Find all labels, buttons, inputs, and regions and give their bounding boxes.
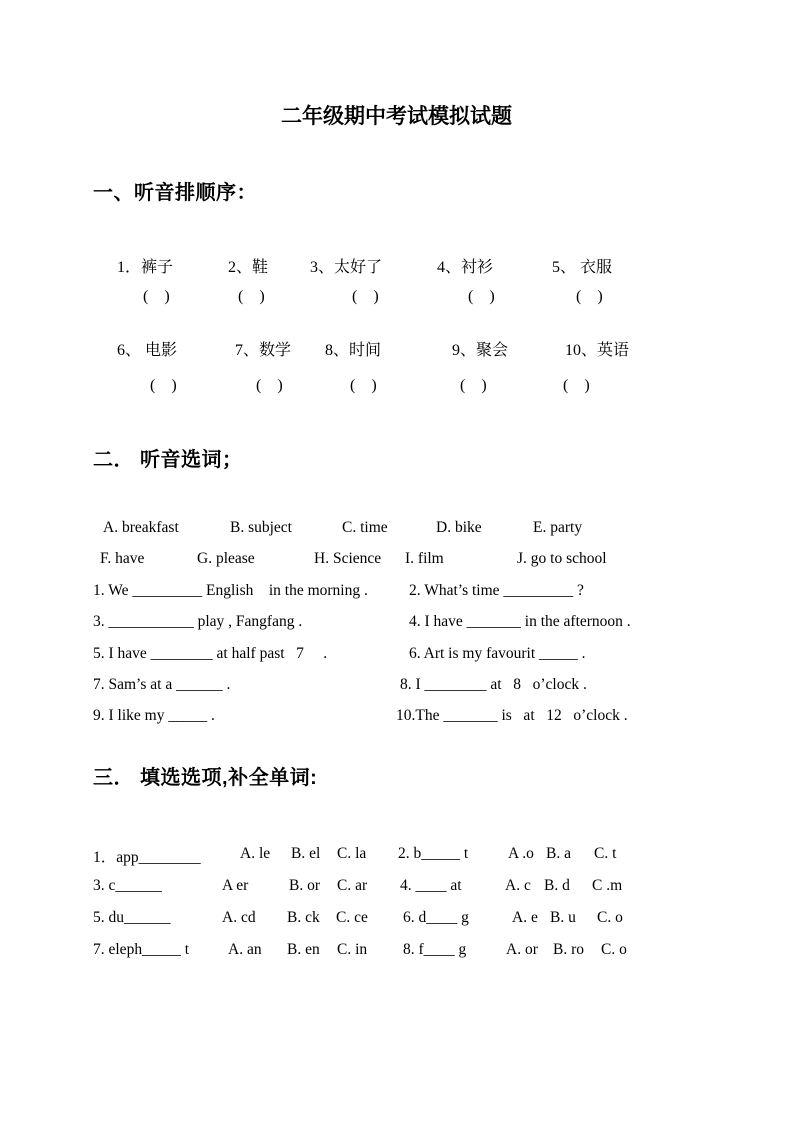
fill-question: 6. Art is my favourit _____ . <box>409 645 586 662</box>
option-item: A. an <box>228 941 262 958</box>
word-bank-item: G. please <box>197 550 255 567</box>
listening-word-item: 2、鞋 <box>228 259 269 276</box>
option-item: A. c <box>505 877 531 894</box>
fill-question: 5. I have ________ at half past 7 . <box>93 645 328 662</box>
fill-question: 1. We _________ English in the morning . <box>93 582 368 599</box>
answer-blank-parens: ( ) <box>468 288 495 305</box>
word-completion-question: 8. f____ g <box>403 941 467 958</box>
option-item: B. en <box>287 941 320 958</box>
listening-word-item: 9、聚会 <box>452 342 509 359</box>
option-item: C. t <box>594 845 617 862</box>
listening-word-item: 7、数学 <box>235 342 292 359</box>
option-item: B. or <box>289 877 320 894</box>
answer-blank-parens: ( ) <box>460 377 487 394</box>
fill-question: 4. I have _______ in the afternoon . <box>409 613 631 630</box>
fill-question: 3. ___________ play , Fangfang . <box>93 613 303 630</box>
answer-blank-parens: ( ) <box>350 377 377 394</box>
option-item: B. el <box>291 845 321 862</box>
listening-word-item: 3、太好了 <box>310 259 383 276</box>
option-item: C .m <box>592 877 623 894</box>
word-completion-question: 6. d____ g <box>403 909 469 926</box>
option-item: C. in <box>337 941 368 958</box>
option-item: C. ar <box>337 877 368 894</box>
word-completion-question: 4. ____ at <box>400 877 462 894</box>
listening-word-item: 10、英语 <box>565 342 630 359</box>
option-item: C. la <box>337 845 367 862</box>
option-item: B. ro <box>553 941 584 958</box>
option-item: B. d <box>544 877 570 894</box>
answer-blank-parens: ( ) <box>576 288 603 305</box>
option-item: A. or <box>506 941 538 958</box>
answer-blank-parens: ( ) <box>143 288 170 305</box>
option-item: C. o <box>601 941 627 958</box>
word-bank-item: F. have <box>100 550 145 567</box>
word-bank-item: H. Science <box>314 550 382 567</box>
word-bank-item: E. party <box>533 519 583 536</box>
word-completion-question: 5. du______ <box>93 909 171 926</box>
answer-blank-parens: ( ) <box>352 288 379 305</box>
word-completion-question: 7. eleph_____ t <box>93 941 189 958</box>
listening-word-item: 8、时间 <box>325 342 382 359</box>
option-item: A. le <box>240 845 271 862</box>
option-item: A. e <box>512 909 538 926</box>
word-bank-item: B. subject <box>230 519 292 536</box>
listening-word-item: 1．裤子 <box>117 259 174 276</box>
answer-blank-parens: ( ) <box>563 377 590 394</box>
section3-heading: 三． 填选选项,补全单词: <box>93 767 318 789</box>
option-item: B. ck <box>287 909 320 926</box>
option-item: A. cd <box>222 909 256 926</box>
section2-heading: 二． 听音选词； <box>93 449 243 471</box>
fill-question: 8. I ________ at 8 o’clock . <box>400 676 587 693</box>
option-item: C. ce <box>336 909 368 926</box>
fill-question: 10.The _______ is at 12 o’clock . <box>396 707 628 724</box>
option-item: B. u <box>550 909 576 926</box>
section1-heading: 一、听音排顺序： <box>93 182 257 204</box>
page-title: 二年级期中考试模拟试题 <box>281 105 512 128</box>
option-item: C. o <box>597 909 623 926</box>
word-bank-item: J. go to school <box>517 550 607 567</box>
word-bank-item: D. bike <box>436 519 482 536</box>
word-bank-item: C. time <box>342 519 388 536</box>
fill-question: 9. I like my _____ . <box>93 707 215 724</box>
word-completion-question: 2. b_____ t <box>398 845 469 862</box>
listening-word-item: 5、 衣服 <box>552 259 613 276</box>
fill-question: 7. Sam’s at a ______ . <box>93 676 231 693</box>
listening-word-item: 6、 电影 <box>117 342 178 359</box>
word-completion-question: 3. c______ <box>93 877 162 894</box>
word-bank-item: A. breakfast <box>103 519 179 536</box>
answer-blank-parens: ( ) <box>256 377 283 394</box>
option-item: A .o <box>508 845 534 862</box>
word-bank-item: I. film <box>405 550 444 567</box>
answer-blank-parens: ( ) <box>150 377 177 394</box>
fill-question: 2. What’s time _________ ? <box>409 582 584 599</box>
listening-word-item: 4、衬衫 <box>437 259 494 276</box>
option-item: B. a <box>546 845 571 862</box>
answer-blank-parens: ( ) <box>238 288 265 305</box>
option-item: A er <box>222 877 249 894</box>
word-completion-question: 1．app________ <box>93 849 201 866</box>
